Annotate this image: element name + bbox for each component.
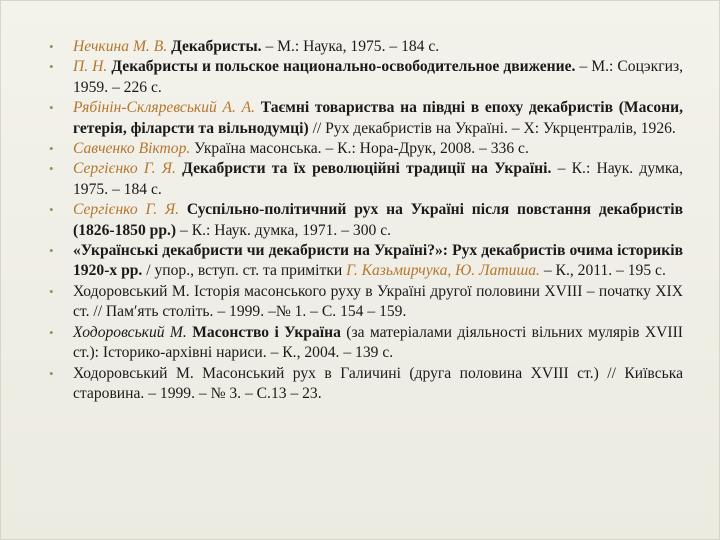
bibliography-entry <box>47 159 683 200</box>
bibliography-entry <box>47 241 683 282</box>
bullet-icon: • <box>49 365 54 381</box>
bullet-icon: • <box>49 243 54 259</box>
bullet-icon: • <box>49 59 54 75</box>
entry-title: Масонство і Україна <box>192 323 341 341</box>
entry-author: Ходоровський М. <box>73 323 187 341</box>
bibliography-entry <box>47 200 683 241</box>
bullet-icon: • <box>49 324 54 340</box>
entry-author: Сергієнко Г. Я. <box>73 201 180 219</box>
entry-text: / упор., вступ. ст. та примітки <box>142 262 347 280</box>
bullet-icon: • <box>49 39 54 54</box>
bibliography-entry <box>47 282 683 323</box>
entry-text: Ходоровський М. Історія масонського руху в Україні другої половини XVIII – початку XIX ст. // Пам′ять століть. – 1999. –№ 1. – С. 154 – 159. <box>73 282 683 321</box>
entry-author: Г. Казьмирчука, Ю. Латиша. <box>346 262 540 280</box>
entry-text: – М.: Соцэкгиз, 1959. – 226 с. <box>73 58 684 96</box>
entry-title: Таємні товариства на півдні в епоху декабристів (Масони, гетерія, філарсти та вільнодумці) <box>73 99 683 137</box>
bibliography-entry <box>47 139 683 159</box>
bibliography-entry <box>47 98 683 139</box>
bibliography-entry <box>47 323 683 364</box>
bibliography-entry <box>47 57 683 98</box>
bibliography-entry <box>47 364 683 405</box>
entry-text: – К.: Наук. думка, 1975. – 184 с. <box>73 160 683 198</box>
bibliography-entry <box>47 37 683 57</box>
entry-title: Декабристи та їх революційні традиції на Україні. <box>182 160 552 178</box>
bullet-icon: • <box>49 141 54 157</box>
bibliography-list <box>47 37 683 404</box>
entry-text: // Рух декабристів на Україні. – Х: Укрцентралів, 1926. <box>308 119 676 137</box>
entry-author: Нечкина М. В. <box>73 38 168 55</box>
entry-author: Сергієнко Г. Я. <box>73 160 176 178</box>
entry-title: Суспільно-політичний рух на Україні після повстання декабристів (1826-1850 рр.) <box>73 201 683 239</box>
entry-text: (за матеріалами діяльності вільних мулярів XVIII ст.): Історико-архівні нариси. – К., 2004. – 139 с. <box>73 323 683 362</box>
entry-text: Україна масонська. – К.: Нора-Друк, 2008. – 336 с. <box>190 140 529 158</box>
bullet-icon: • <box>49 100 54 116</box>
entry-title: «Українські декабристи чи декабристи на Україні?»: Рух декабристів очима істориків 1920-х рр. <box>73 242 683 280</box>
entry-title: Декабристы. <box>171 38 262 55</box>
entry-author: Рябінін-Скляревський А. А. <box>73 99 256 117</box>
entry-text: – К.: Наук. думка, 1971. – 300 с. <box>176 221 392 239</box>
entry-text: – М.: Наука, 1975. – 184 с. <box>261 38 440 55</box>
entry-author: Савченко Віктор. <box>73 140 191 158</box>
bullet-icon: • <box>49 202 54 218</box>
bullet-icon: • <box>49 161 54 177</box>
bullet-icon: • <box>49 283 54 299</box>
entry-text: – К., 2011. – 195 с. <box>539 262 666 280</box>
entry-text <box>179 201 187 218</box>
entry-text: Ходоровський М. Масонський рух в Галичині (друга половина XVIII ст.) // Київська старовина. – 1999. – № 3. – С.13 – 23. <box>73 364 683 402</box>
entry-title: Декабристы и польское национально-освободительное движение. <box>111 58 576 76</box>
entry-author: П. Н. <box>73 58 108 76</box>
